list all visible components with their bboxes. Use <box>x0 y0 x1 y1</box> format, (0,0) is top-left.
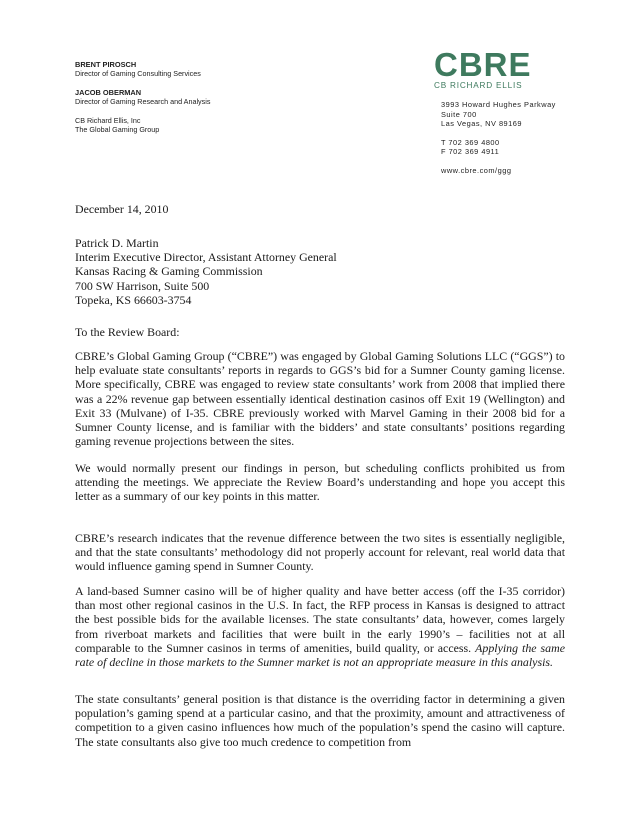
recipient-line: Patrick D. Martin <box>75 236 159 250</box>
person2-name: JACOB OBERMAN <box>75 88 142 97</box>
letter-date: December 14, 2010 <box>75 202 169 216</box>
logo-subtext: CB RICHARD ELLIS <box>434 81 523 90</box>
recipient-line: Interim Executive Director, Assistant Attorney General <box>75 250 337 265</box>
org-line-2: The Global Gaming Group <box>75 125 160 134</box>
paragraph-main: A land-based Sumner casino will be of higher quality and have better access (off the I-35 corridor) than most other regional casinos in the U.S. In fact, the RFP process in Kansas is designed to attract the best possible bids for the available licenses. The state consultants’ data, however, comes largely from riverboat markets and facilities that were built in the early 1990’s – facilities not at all comparable to the Sumner casinos in terms of amenities, build quality, or access. <box>75 584 565 655</box>
body-paragraph <box>75 349 565 448</box>
body-paragraph <box>75 692 565 749</box>
body-paragraph <box>75 584 565 669</box>
body-paragraph <box>75 531 565 574</box>
recipient-line: Kansas Racing & Gaming Commission <box>75 264 263 279</box>
logo-mark: CBRE <box>434 46 532 83</box>
salutation: To the Review Board: <box>75 325 180 339</box>
recipient-line: Topeka, KS 66603-3754 <box>75 292 192 307</box>
org-line-1: CB Richard Ellis, Inc <box>75 116 141 125</box>
fax-number: F 702 369 4911 <box>441 147 500 157</box>
letterhead-contacts <box>75 60 335 144</box>
paragraph-text: The state consultants’ general position is that distance is the overriding factor in determining a given population’s gaming spend at a particular casino, and that the proximity, amount and attractiveness of competition to a given casino influences how much of the population’s spend the casino will capture. The state consultants also give too much credence to competition from <box>75 692 565 749</box>
paragraph-text: CBRE’s research indicates that the revenue difference between the two sites is essentially negligible, and that the state consultants’ methodology did not properly account for relevant, real world data that would influence gaming spend in Sumner County. <box>75 531 565 574</box>
paragraph-text <box>75 584 565 669</box>
person1-name: BRENT PIROSCH <box>75 60 137 69</box>
body-paragraph <box>75 461 565 504</box>
office-address-block <box>441 100 621 176</box>
address-line-2: Suite 700 <box>441 109 477 119</box>
recipient-line: 700 SW Harrison, Suite 500 <box>75 278 210 293</box>
address-line-1: 3993 Howard Hughes Parkway <box>441 100 556 109</box>
paragraph-emphasis: Applying the same rate of decline in those markets to the Sumner market is not an appropriate measure in this analysis. <box>75 640 565 670</box>
cbre-logo <box>434 46 564 90</box>
recipient-address <box>75 236 565 307</box>
paragraph-text: CBRE’s Global Gaming Group (“CBRE”) was engaged by Global Gaming Solutions LLC (“GGS”) to help evaluate state consultants’ reports in regards to GGS’s bid for a Sumner County gaming license. More specifically, CBRE was engaged to review state consultants’ work from 2008 that implied there was a 22% revenue gap between essentially identical destination casinos off Exit 19 (Wellington) and Exit 33 (Mulvane) of I-35. CBRE previously worked with Marvel Gaming in their 2008 bid for a Sumner County license, and is familiar with the bidders’ and state consultants’ positions regarding gaming revenue projections between the sites. <box>75 349 565 449</box>
phone-number: T 702 369 4800 <box>441 137 500 147</box>
person1-title: Director of Gaming Consulting Services <box>75 69 201 78</box>
paragraph-text: We would normally present our findings in person, but scheduling conflicts prohibited us from attending the meetings. We appreciate the Review Board’s understanding and hope you accept this letter as a summary of our key points in this matter. <box>75 461 565 504</box>
person2-title: Director of Gaming Research and Analysis <box>75 97 211 106</box>
website-link[interactable]: www.cbre.com/ggg <box>441 165 512 175</box>
address-line-3: Las Vegas, NV 89169 <box>441 119 522 129</box>
